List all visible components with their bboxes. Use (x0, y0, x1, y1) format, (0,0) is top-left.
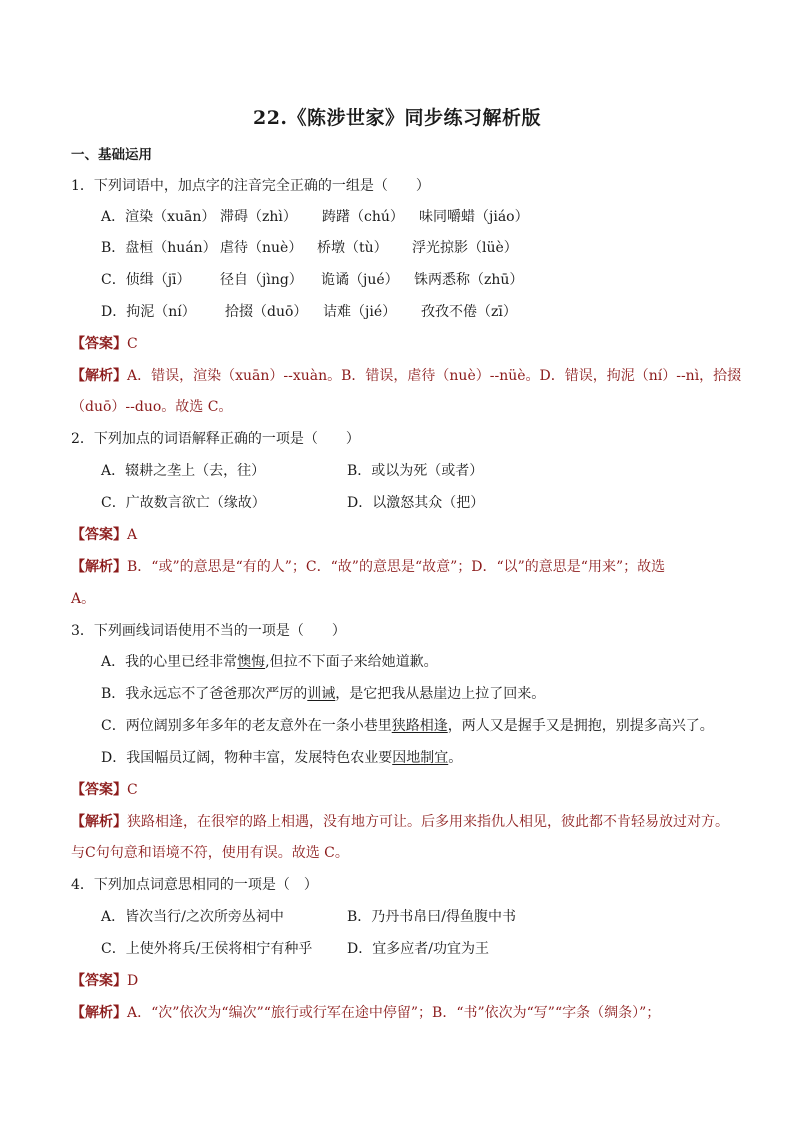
analysis-label: 【解析】 (71, 559, 127, 575)
analysis-label: 【解析】 (71, 1005, 127, 1021)
underlined-word: 懊悔 (237, 654, 266, 670)
underlined-word: 狭路相逢 (391, 718, 448, 734)
underlined-word: 因地制宜 (392, 750, 449, 766)
analysis-text: A．错误，渲染（xuān）--xuàn。B．错误，虐待（nuè）--nüè。D．错误，拘泥（ní）--nì，拾掇 (127, 368, 742, 384)
option-word: B．盘桓（huán） (101, 240, 217, 256)
option-d: D．宜多应者/功宜为王 (347, 941, 489, 957)
question-2-answer (71, 525, 137, 545)
question-2-analysis (71, 557, 665, 577)
option-word: 诡谲（jué） (321, 272, 399, 288)
option-text: 。 (448, 750, 463, 766)
analysis-text: A．“次”依次为“编次”“旅行或行军在途中停留”；B．“书”依次为“写”“字条（绸条）”； (127, 1005, 661, 1021)
underlined-word: 训诫 (307, 686, 336, 702)
option-text: D．我国幅员辽阔，物种丰富，发展特色农业要 (101, 750, 393, 766)
option-b: B．乃丹书帛曰/得鱼腹中书 (347, 909, 517, 925)
page-title: 22.《陈涉世家》同步练习解析版 (252, 107, 542, 129)
answer-value: C (127, 782, 138, 798)
analysis-text: 狭路相逢，在很窄的路上相遇，没有地方可让。后多用来指仇人相见，彼此都不肯轻易放过对方。 (127, 814, 729, 830)
question-1-analysis-cont: （duō）--duo。故选 C。 (71, 399, 233, 415)
question-4-answer (71, 971, 138, 991)
answer-label: 【答案】 (71, 973, 127, 989)
option-text: A．我的心里已经非常 (101, 654, 238, 670)
analysis-label: 【解析】 (71, 368, 127, 384)
question-1-stem: 1．下列词语中，加点字的注音完全正确的一组是（ ） (71, 178, 430, 194)
option-word: 滞碍（zhì） (220, 209, 297, 225)
answer-label: 【答案】 (71, 527, 127, 543)
analysis-label: 【解析】 (71, 814, 127, 830)
question-1-analysis (71, 366, 741, 386)
option-word: 铢两悉称（zhū） (414, 272, 524, 288)
option-word: C．侦缉（jī） (101, 272, 191, 288)
option-text: ,但拉不下面子来给她道歉。 (265, 654, 438, 670)
answer-value: C (127, 336, 138, 352)
option-word: D．拘泥（ní） (101, 304, 196, 320)
question-3-answer (71, 780, 138, 800)
option-a: A．辍耕之垄上（去，往） (101, 463, 266, 479)
question-3-option-a (101, 652, 438, 672)
question-3-stem: 3．下列画线词语使用不当的一项是（ ） (71, 623, 346, 639)
option-word: 味同嚼蜡（jiáo） (419, 209, 529, 225)
option-word: 径自（jìng） (220, 272, 303, 288)
option-text: C．两位阔别多年多年的老友意外在一条小巷里 (101, 718, 392, 734)
section-heading: 一、基础运用 (71, 147, 152, 163)
question-3-analysis (71, 812, 729, 832)
option-word: 浮光掠影（lüè） (412, 240, 518, 256)
question-2-analysis-cont: A。 (71, 591, 96, 607)
question-3-option-c (101, 716, 714, 736)
question-3-option-d (101, 748, 462, 768)
option-a: A．皆次当行/之次所旁丛祠中 (101, 909, 284, 925)
question-2-stem: 2．下列加点的词语解释正确的一项是（ ） (71, 431, 360, 447)
option-text: ，是它把我从悬崖边上拉了回来。 (335, 686, 546, 702)
answer-value: A (127, 527, 138, 543)
option-word: 拾掇（duō） (225, 304, 308, 320)
question-3-option-b (101, 684, 545, 704)
option-c: C．广故数言欲亡（缘故） (101, 495, 266, 511)
question-1-answer (71, 334, 138, 354)
question-4-stem: 4．下列加点词意思相同的一项是（ ） (71, 877, 318, 893)
answer-label: 【答案】 (71, 782, 127, 798)
answer-label: 【答案】 (71, 336, 127, 352)
answer-value: D (127, 973, 139, 989)
option-word: 孜孜不倦（zī） (421, 304, 517, 320)
option-text: ，两人又是握手又是拥抱，别提多高兴了。 (447, 718, 714, 734)
option-word: 踌躇（chú） (322, 209, 404, 225)
option-word: 虐待（nuè） (220, 240, 303, 256)
option-word: 桥墩（tù） (317, 240, 388, 256)
option-b: B．或以为死（或者） (347, 463, 484, 479)
question-3-analysis-cont: 与C句句意和语境不符，使用有误。故选 C。 (71, 845, 349, 861)
analysis-text: B．“或”的意思是“有的人”；C．“故”的意思是“故意”；D．“以”的意思是“用来”；故选 (127, 559, 666, 575)
option-c: C．上使外将兵/王侯将相宁有种乎 (101, 941, 313, 957)
option-word: A．渲染（xuān） (101, 209, 216, 225)
question-4-analysis (71, 1003, 660, 1023)
option-word: 诘难（jié） (323, 304, 397, 320)
option-d: D．以激怒其众（把） (347, 495, 485, 511)
option-text: B．我永远忘不了爸爸那次严厉的 (101, 686, 308, 702)
